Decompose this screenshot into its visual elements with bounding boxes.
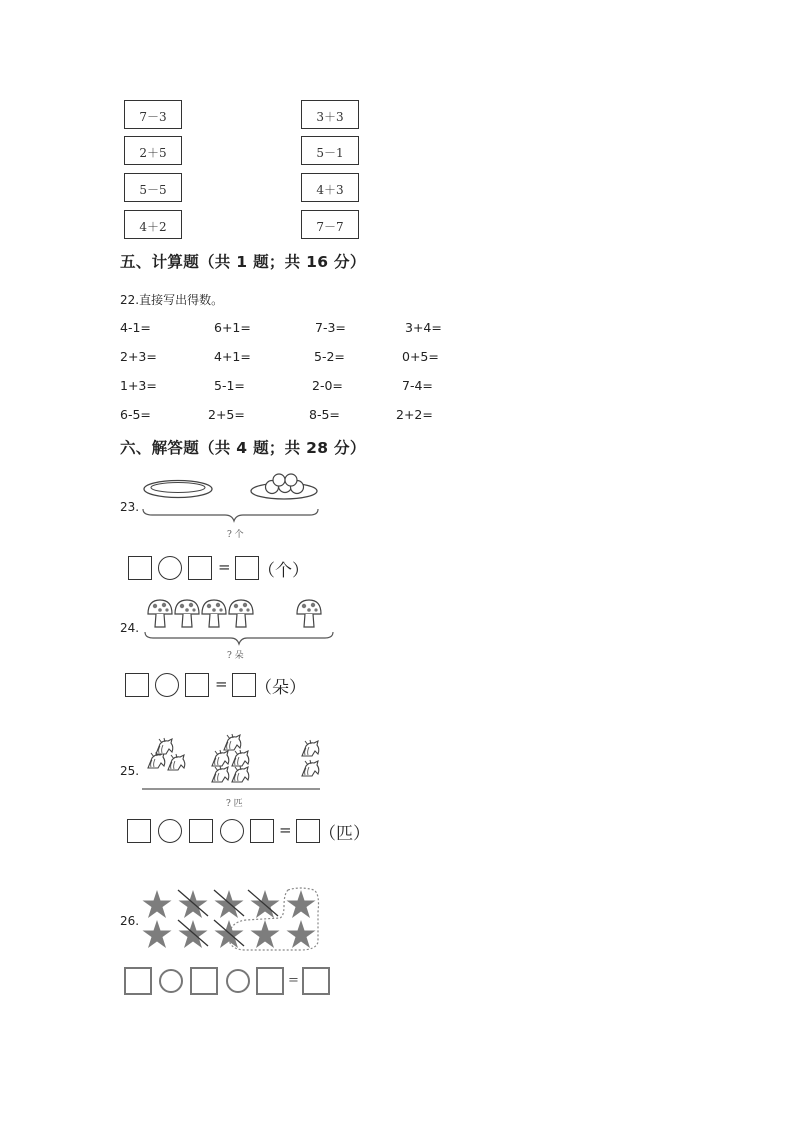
q24-unit: （朵） <box>255 678 306 698</box>
answer-box[interactable] <box>302 967 330 995</box>
answer-box[interactable] <box>127 819 151 843</box>
star-icon <box>143 920 172 948</box>
answer-box[interactable] <box>256 967 284 995</box>
mushroom-icon <box>229 600 253 627</box>
card-left-1[interactable]: 7－3 <box>124 100 182 129</box>
card-left-4[interactable]: 4＋2 <box>124 210 182 239</box>
horse-icon <box>212 766 229 782</box>
horse-icon <box>212 750 229 766</box>
operator-circle[interactable] <box>220 819 244 843</box>
q22-item: 2+3= <box>120 349 157 364</box>
empty-plate-icon <box>144 481 212 498</box>
operator-circle[interactable] <box>158 556 182 580</box>
star-icon <box>251 920 280 948</box>
card-left-3[interactable]: 5－5 <box>124 173 182 202</box>
mushroom-icon <box>175 600 199 627</box>
q23-unit: （个） <box>258 561 309 581</box>
q26-figure <box>140 886 325 954</box>
mushroom-icon <box>148 600 172 627</box>
q22-item: 0+5= <box>402 349 439 364</box>
mushroom-icon <box>202 600 226 627</box>
q26-number: 26. <box>120 914 140 928</box>
q24-figure <box>143 598 338 646</box>
equals-sign: = <box>218 558 231 576</box>
q22-item: 6-5= <box>120 407 151 422</box>
q22-item: 2+5= <box>208 407 245 422</box>
horse-icon <box>232 766 249 782</box>
brace-icon <box>143 509 318 521</box>
card-right-1[interactable]: 3＋3 <box>301 100 359 129</box>
q22-item: 5-1= <box>214 378 245 393</box>
answer-box[interactable] <box>128 556 152 580</box>
operator-circle[interactable] <box>226 969 250 993</box>
q22-item: 7-4= <box>402 378 433 393</box>
q25-number: 25. <box>120 764 140 778</box>
answer-box[interactable] <box>235 556 259 580</box>
star-icon <box>287 920 316 948</box>
horse-icon <box>232 750 249 766</box>
q23-figure <box>140 476 325 522</box>
q22-item: 3+4= <box>405 320 442 335</box>
q24-number: 24. <box>120 621 140 635</box>
q22-title: 22.直接写出得数。 <box>120 293 224 307</box>
answer-box[interactable] <box>250 819 274 843</box>
q25-brace-label: ? 匹 <box>226 799 243 809</box>
q25-figure <box>140 732 325 796</box>
star-icon <box>287 890 316 918</box>
section6-heading: 六、解答题（共 4 题；共 28 分） <box>120 439 366 457</box>
q23-brace-label: ? 个 <box>227 530 244 540</box>
answer-box[interactable] <box>296 819 320 843</box>
q22-item: 1+3= <box>120 378 157 393</box>
operator-circle[interactable] <box>159 969 183 993</box>
card-right-3[interactable]: 4＋3 <box>301 173 359 202</box>
plate-with-apples-icon <box>251 474 317 499</box>
answer-box[interactable] <box>125 673 149 697</box>
q23-number: 23. <box>120 500 140 514</box>
card-right-2[interactable]: 5－1 <box>301 136 359 165</box>
answer-box[interactable] <box>188 556 212 580</box>
q22-item: 2-0= <box>312 378 343 393</box>
q22-item: 8-5= <box>309 407 340 422</box>
operator-circle[interactable] <box>155 673 179 697</box>
answer-box[interactable] <box>189 819 213 843</box>
horse-icon <box>224 734 241 750</box>
q22-item: 6+1= <box>214 320 251 335</box>
section5-heading: 五、计算题（共 1 题；共 16 分） <box>120 253 366 271</box>
horse-icon <box>302 760 319 776</box>
q22-item: 2+2= <box>396 407 433 422</box>
card-right-4[interactable]: 7－7 <box>301 210 359 239</box>
q25-unit: （匹） <box>319 824 370 844</box>
card-left-2[interactable]: 2＋5 <box>124 136 182 165</box>
mushroom-icon <box>297 600 321 627</box>
q22-item: 7-3= <box>315 320 346 335</box>
q24-brace-label: ? 朵 <box>227 651 244 661</box>
horse-icon <box>168 754 185 770</box>
equals-sign: = <box>215 675 228 693</box>
equals-sign: = <box>288 973 299 988</box>
operator-circle[interactable] <box>158 819 182 843</box>
answer-box[interactable] <box>232 673 256 697</box>
horse-icon <box>156 738 173 754</box>
q22-item: 5-2= <box>314 349 345 364</box>
equals-sign: = <box>279 821 292 839</box>
q22-item: 4+1= <box>214 349 251 364</box>
brace-icon <box>145 632 333 644</box>
answer-box[interactable] <box>190 967 218 995</box>
answer-box[interactable] <box>124 967 152 995</box>
q22-item: 4-1= <box>120 320 151 335</box>
horse-icon <box>302 740 319 756</box>
answer-box[interactable] <box>185 673 209 697</box>
star-icon <box>143 890 172 918</box>
